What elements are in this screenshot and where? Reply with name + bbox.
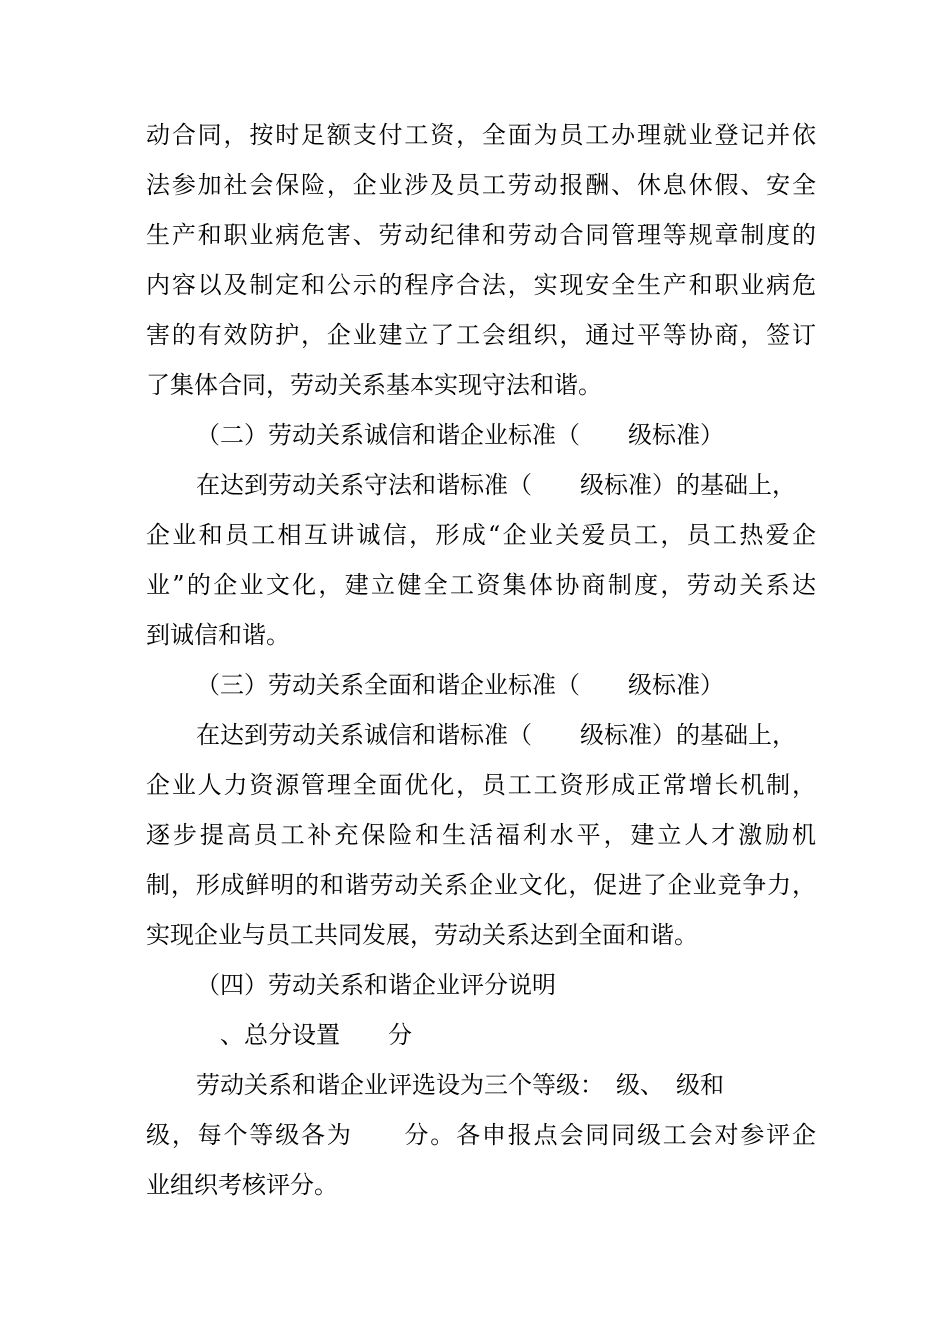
- para1-line-6: 了集体合同，劳动关系基本实现守法和谐。: [146, 371, 602, 399]
- subheading-total-score: 、总分设置 分: [196, 1021, 412, 1049]
- para3-line-2: 企业人力资源管理全面优化，员工工资形成正常增长机制，: [146, 771, 816, 799]
- para2-line-4: 到诚信和谐。: [146, 621, 290, 649]
- para1-line-2: 法参加社会保险，企业涉及员工劳动报酬、休息休假、安全: [146, 171, 816, 199]
- para3-line-5: 实现企业与员工共同发展，劳动关系达到全面和谐。: [146, 921, 698, 949]
- para3-line-1: 在达到劳动关系诚信和谐标准（ 级标准）的基础上，: [196, 721, 796, 749]
- para3-line-3: 逐步提高员工补充保险和生活福利水平，建立人才激励机: [146, 821, 816, 849]
- para1-line-4: 内容以及制定和公示的程序合法，实现安全生产和职业病危: [146, 271, 816, 299]
- heading-2: （二）劳动关系诚信和谐企业标准（ 级标准）: [196, 421, 724, 449]
- para2-line-2: 企业和员工相互讲诚信，形成“企业关爱员工，员工热爱企: [146, 521, 816, 549]
- heading-3: （三）劳动关系全面和谐企业标准（ 级标准）: [196, 671, 724, 699]
- para1-line-1: 动合同，按时足额支付工资，全面为员工办理就业登记并依: [146, 121, 816, 149]
- para4-line-1: 劳动关系和谐企业评选设为三个等级： 级、 级和: [196, 1071, 724, 1099]
- para4-line-2: 级，每个等级各为 分。各申报点会同同级工会对参评企: [146, 1121, 816, 1149]
- para2-line-3: 业”的企业文化，建立健全工资集体协商制度，劳动关系达: [146, 571, 816, 599]
- para1-line-5: 害的有效防护，企业建立了工会组织，通过平等协商，签订: [146, 321, 816, 349]
- para4-line-3: 业组织考核评分。: [146, 1171, 338, 1199]
- para3-line-4: 制，形成鲜明的和谐劳动关系企业文化，促进了企业竞争力，: [146, 871, 816, 899]
- para2-line-1: 在达到劳动关系守法和谐标准（ 级标准）的基础上，: [196, 471, 796, 499]
- para1-line-3: 生产和职业病危害、劳动纪律和劳动合同管理等规章制度的: [146, 221, 816, 249]
- heading-4: （四）劳动关系和谐企业评分说明: [196, 971, 556, 999]
